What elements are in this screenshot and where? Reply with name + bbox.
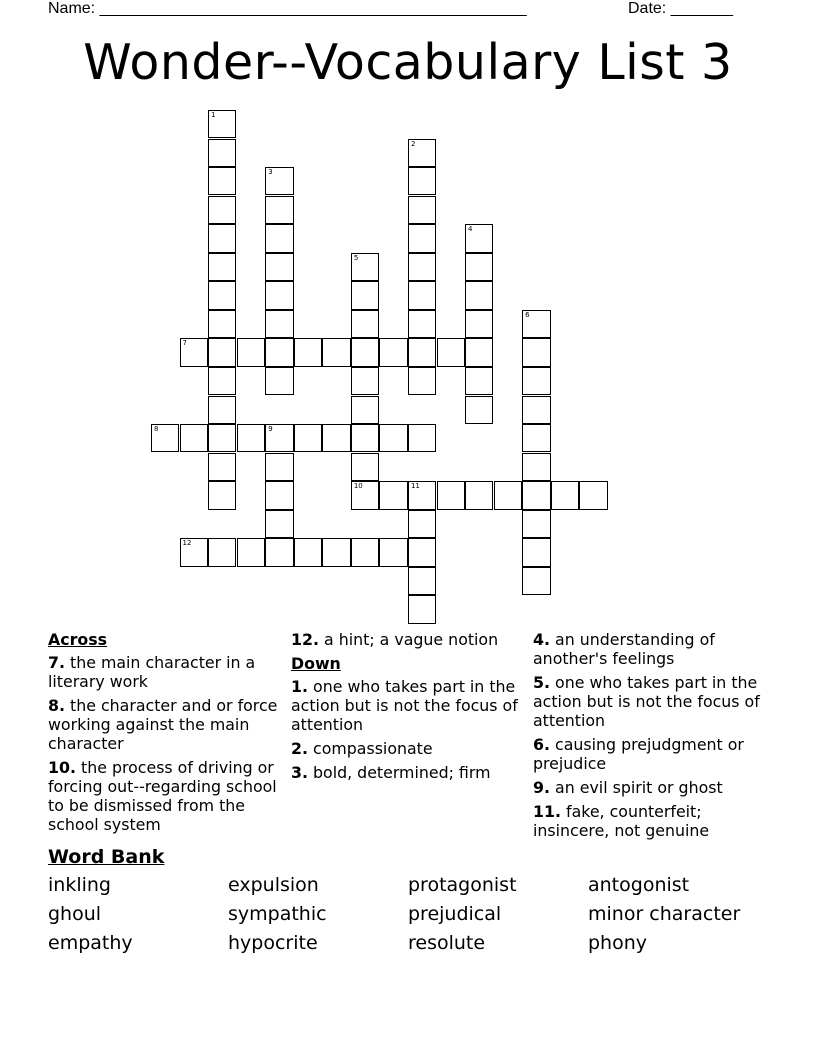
crossword-cell[interactable]	[180, 538, 208, 566]
crossword-cell[interactable]	[208, 367, 236, 395]
crossword-cell[interactable]	[208, 396, 236, 424]
crossword-cell[interactable]	[522, 481, 550, 509]
word-bank-item: empathy	[48, 932, 133, 954]
crossword-cell[interactable]	[351, 281, 379, 309]
crossword-cell[interactable]	[265, 224, 293, 252]
crossword-cell[interactable]	[322, 424, 350, 452]
word-bank-item: protagonist	[408, 874, 517, 896]
crossword-cell[interactable]	[208, 196, 236, 224]
across-heading: Across	[48, 630, 108, 649]
clue-number: 6	[525, 310, 530, 319]
clue-across-7: 7. the main character in a literary work	[48, 653, 256, 691]
crossword-cell[interactable]	[208, 110, 236, 138]
crossword-cell[interactable]	[379, 424, 407, 452]
crossword-cell[interactable]	[208, 224, 236, 252]
crossword-cell[interactable]	[351, 310, 379, 338]
crossword-cell[interactable]	[151, 424, 179, 452]
crossword-cell[interactable]	[265, 424, 293, 452]
crossword-cell[interactable]	[522, 538, 550, 566]
crossword-cell[interactable]	[294, 338, 322, 366]
name-field[interactable]: Name: ________________________________________________	[48, 0, 527, 17]
crossword-cell[interactable]	[265, 196, 293, 224]
crossword-cell[interactable]	[208, 338, 236, 366]
crossword-cell[interactable]	[465, 338, 493, 366]
word-bank-title: Word Bank	[48, 846, 165, 868]
clue-down-9: 9. an evil spirit or ghost	[533, 778, 723, 797]
crossword-cell[interactable]	[408, 224, 436, 252]
crossword-cell[interactable]	[322, 338, 350, 366]
crossword-cell[interactable]	[522, 567, 550, 595]
crossword-cell[interactable]	[351, 424, 379, 452]
crossword-cell[interactable]	[265, 538, 293, 566]
word-bank-item: ghoul	[48, 903, 102, 925]
crossword-cell[interactable]	[551, 481, 579, 509]
crossword-cell[interactable]	[379, 538, 407, 566]
clue-number: 7	[182, 339, 188, 348]
clue-number: 11	[410, 482, 420, 491]
crossword-cell[interactable]	[465, 281, 493, 309]
crossword-cell[interactable]	[351, 253, 379, 281]
crossword-cell[interactable]	[180, 338, 208, 366]
crossword-cell[interactable]	[351, 396, 379, 424]
crossword-cell[interactable]	[351, 453, 379, 481]
clue-down-4: 4. an understanding of another's feelings	[533, 630, 715, 668]
crossword-cell[interactable]	[522, 338, 550, 366]
clue-column-3	[533, 630, 763, 845]
crossword-cell[interactable]	[208, 139, 236, 167]
clue-number: 5	[353, 253, 359, 262]
word-bank-item: prejudical	[408, 903, 502, 925]
crossword-cell[interactable]	[265, 281, 293, 309]
crossword-cell[interactable]	[408, 481, 436, 509]
crossword-cell[interactable]	[408, 338, 436, 366]
word-bank-item: phony	[588, 932, 648, 954]
crossword-cell[interactable]	[465, 253, 493, 281]
crossword-cell[interactable]	[437, 481, 465, 509]
clue-across-10: 10. the process of driving or forcing out--regarding school to be dismissed from the school system	[48, 758, 277, 834]
clue-across-12: 12. a hint; a vague notion	[291, 630, 499, 649]
crossword-cell[interactable]	[322, 538, 350, 566]
clue-down-3: 3. bold, determined; firm	[291, 763, 491, 782]
crossword-cell[interactable]	[579, 481, 607, 509]
word-bank-item: sympathic	[228, 903, 327, 925]
clue-down-2: 2. compassionate	[291, 739, 433, 758]
crossword-cell[interactable]	[237, 538, 265, 566]
crossword-cell[interactable]	[351, 367, 379, 395]
crossword-cell[interactable]	[522, 367, 550, 395]
crossword-cell[interactable]	[408, 196, 436, 224]
clue-number: 3	[268, 168, 273, 177]
date-field[interactable]: Date: _______	[628, 0, 733, 17]
crossword-cell[interactable]	[265, 310, 293, 338]
crossword-cell[interactable]	[522, 453, 550, 481]
crossword-cell[interactable]	[522, 424, 550, 452]
crossword-cell[interactable]	[408, 253, 436, 281]
clue-down-1: 1. one who takes part in the action but is not the focus of attention	[291, 677, 518, 734]
crossword-cell[interactable]	[351, 538, 379, 566]
clue-number: 12	[182, 539, 192, 548]
crossword-cell[interactable]	[465, 224, 493, 252]
clue-down-6: 6. causing prejudgment or prejudice	[533, 735, 744, 773]
clue-down-5: 5. one who takes part in the action but is not the focus of attention	[533, 673, 760, 730]
down-heading: Down	[291, 654, 341, 673]
clue-number: 4	[468, 225, 473, 234]
crossword-cell[interactable]	[408, 281, 436, 309]
crossword-cell[interactable]	[437, 338, 465, 366]
crossword-cell[interactable]	[208, 453, 236, 481]
crossword-cell[interactable]	[408, 310, 436, 338]
crossword-cell[interactable]	[265, 167, 293, 195]
page-title: Wonder--Vocabulary List 3	[83, 34, 733, 91]
crossword-cell[interactable]	[408, 424, 436, 452]
crossword-cell[interactable]	[265, 481, 293, 509]
crossword-cell[interactable]	[522, 510, 550, 538]
clue-number: 1	[211, 111, 216, 119]
crossword-cell[interactable]	[465, 310, 493, 338]
crossword-cell[interactable]	[465, 396, 493, 424]
crossword-cell[interactable]	[208, 481, 236, 509]
crossword-cell[interactable]	[294, 538, 322, 566]
crossword-cell[interactable]	[408, 538, 436, 566]
crossword-cell[interactable]	[351, 481, 379, 509]
word-bank	[48, 874, 768, 955]
crossword-cell[interactable]	[208, 424, 236, 452]
crossword-cell[interactable]	[265, 453, 293, 481]
clue-column-1	[48, 630, 278, 839]
crossword-cell[interactable]	[208, 281, 236, 309]
word-bank-item: expulsion	[228, 874, 319, 896]
crossword-cell[interactable]	[408, 139, 436, 167]
crossword-cell[interactable]	[265, 253, 293, 281]
crossword-cell[interactable]	[379, 481, 407, 509]
word-bank-item: resolute	[408, 932, 486, 954]
crossword-cell[interactable]	[522, 396, 550, 424]
crossword-cell[interactable]	[522, 310, 550, 338]
crossword-cell[interactable]	[408, 567, 436, 595]
word-bank-item: inkling	[48, 874, 111, 896]
clue-column-2	[291, 630, 521, 787]
crossword-cell[interactable]	[465, 481, 493, 509]
crossword-cell[interactable]	[265, 367, 293, 395]
crossword-cell[interactable]	[408, 595, 436, 623]
clue-down-11: 11. fake, counterfeit; insincere, not genuine	[533, 802, 710, 840]
crossword-cell[interactable]	[408, 510, 436, 538]
clue-number: 10	[353, 482, 363, 491]
crossword-cell[interactable]	[465, 367, 493, 395]
crossword-cell[interactable]	[294, 424, 322, 452]
crossword-cell[interactable]	[208, 538, 236, 566]
word-bank-item: antogonist	[588, 874, 690, 896]
crossword-cell[interactable]	[208, 167, 236, 195]
crossword-cell[interactable]	[208, 253, 236, 281]
crossword-cell[interactable]	[208, 310, 236, 338]
crossword-cell[interactable]	[408, 167, 436, 195]
crossword-cell[interactable]	[408, 367, 436, 395]
crossword-cell[interactable]	[265, 510, 293, 538]
crossword-cell[interactable]	[180, 424, 208, 452]
crossword-cell[interactable]	[237, 338, 265, 366]
clue-number: 8	[154, 425, 159, 434]
word-bank-item: minor character	[588, 903, 741, 925]
crossword-cell[interactable]	[265, 338, 293, 366]
clue-across-8: 8. the character and or force working against the main character	[48, 696, 278, 753]
crossword-cell[interactable]	[494, 481, 522, 509]
clue-number: 2	[410, 139, 416, 148]
word-bank-item: hypocrite	[228, 932, 318, 954]
clue-number: 9	[268, 425, 273, 434]
crossword-cell[interactable]	[351, 338, 379, 366]
crossword-cell[interactable]	[237, 424, 265, 452]
crossword-cell[interactable]	[379, 338, 407, 366]
